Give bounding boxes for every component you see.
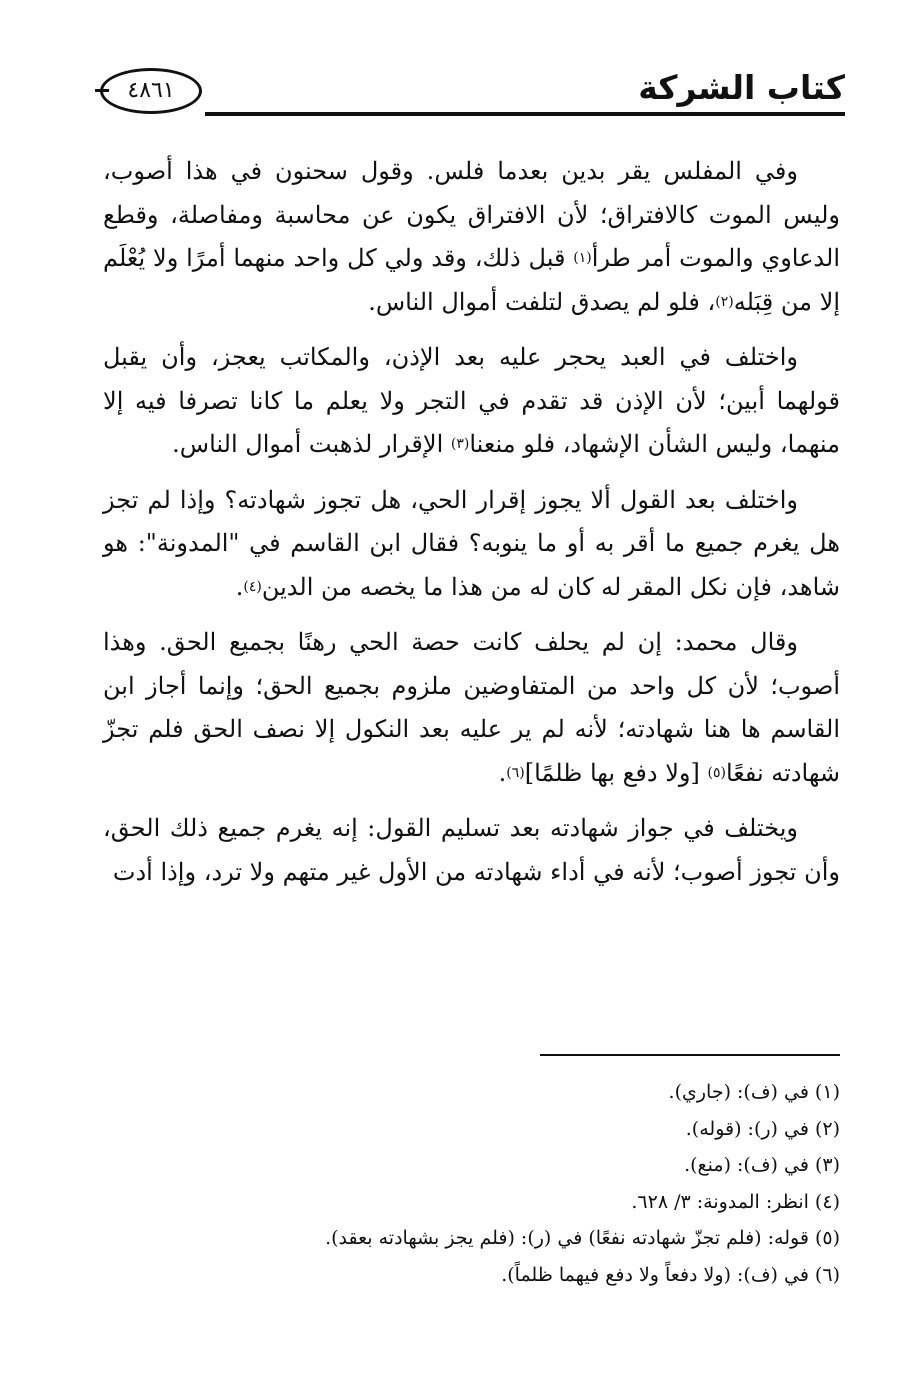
- footnote-reference: (٢): [715, 293, 734, 310]
- footnote-reference: (٥): [707, 764, 726, 781]
- footnote: (١) في (ف): (جاري).: [668, 1081, 840, 1103]
- paragraph-text: وفي المفلس يقر بدين بعدما فلس. وقول سحنون في هذا أصوب، وليس الموت كالافتراق؛ لأن الافتراق يكون عن محاسبة ومفاصلة، وقطع الدعاوي والموت أمر طرأ: [103, 157, 841, 272]
- page-header: [100, 60, 845, 120]
- footnote: (٥) قوله: (فلم تجزّ شهادته نفعًا) في (ر): (فلم يجز بشهادته بعقد).: [325, 1227, 840, 1249]
- paragraph-text: ، فلو لم يصدق لتلفت أموال الناس.: [368, 287, 716, 316]
- paragraph: [103, 150, 840, 324]
- footnote-separator: [540, 1054, 840, 1056]
- footnotes: [200, 1074, 840, 1293]
- header-rule: [205, 112, 845, 116]
- paragraph-text: ويختلف في جواز شهادته بعد تسليم القول: إنه يغرم جميع ذلك الحق، وأن تجوز أصوب؛ لأنه في أداء شهادته من الأول غير متهم ولا ترد، وإذا أدت: [103, 814, 840, 886]
- page-number: ٤٨٦١: [127, 78, 175, 103]
- paragraph-text: واختلف في العبد يحجر عليه بعد الإذن، والمكاتب يعجز، وأن يقبل قولهما أبين؛ لأن الإذن قد تقدم في التجر ولا يعلم ما كانا تصرفا فيه إلا منهما، وليس الشأن الإشهاد، فلو منعنا: [103, 343, 841, 458]
- footnote-reference: (١): [573, 250, 592, 266]
- body-text: [103, 150, 840, 906]
- paragraph-text: وقال محمد: إن لم يحلف كانت حصة الحي رهنًا بجميع الحق. وهذا أصوب؛ لأن كل واحد من المتفاوضين ملزوم بجميع الحق؛ وإنما أجاز ابن القاسم ها هنا شهادته؛ لأنه لم ير عليه بعد النكول إلا نصف الحق فلم تجزّ شهادته نفعًا: [103, 628, 840, 787]
- page-number-oval: [100, 68, 202, 114]
- paragraph: [103, 621, 840, 795]
- paragraph-text: .: [235, 572, 244, 601]
- paragraph-text: قبل ذلك، وقد ولي كل واحد منهما أمرًا ولا يُعْلَم إلا من قِبَله: [103, 244, 840, 316]
- chapter-title: كتاب الشركة: [638, 68, 845, 107]
- footnote-reference: (٣): [450, 436, 470, 452]
- paragraph: [103, 479, 840, 610]
- paragraph-text: الإقرار لذهبت أموال الناس.: [172, 430, 451, 458]
- paragraph: [103, 807, 840, 894]
- footnote: (٣) في (ف): (منع).: [684, 1154, 840, 1176]
- footnote: (٤) انظر: المدونة: ٣/ ٦٢٨.: [631, 1190, 840, 1213]
- paragraph-text: .: [498, 758, 507, 787]
- footnote-reference: (٤): [243, 578, 262, 595]
- footnote: (٦) في (ف): (ولا دفعاً ولا دفع فيهما ظلماً).: [501, 1263, 840, 1286]
- footnote-reference: (٦): [506, 764, 525, 781]
- paragraph-text: [ولا دفع بها ظلمًا]: [524, 758, 708, 787]
- footnote: (٢) في (ر): (قوله).: [685, 1117, 840, 1140]
- paragraph-text: واختلف بعد القول ألا يجوز إقرار الحي، هل تجوز شهادته؟ وإذا لم تجز هل يغرم جميع ما أقر به أو ما ينوبه؟ فقال ابن القاسم في "المدونة": هو شاهد، فإن نكل المقر له كان له من هذا ما يخصه من الدين: [103, 485, 840, 601]
- paragraph: [103, 336, 840, 467]
